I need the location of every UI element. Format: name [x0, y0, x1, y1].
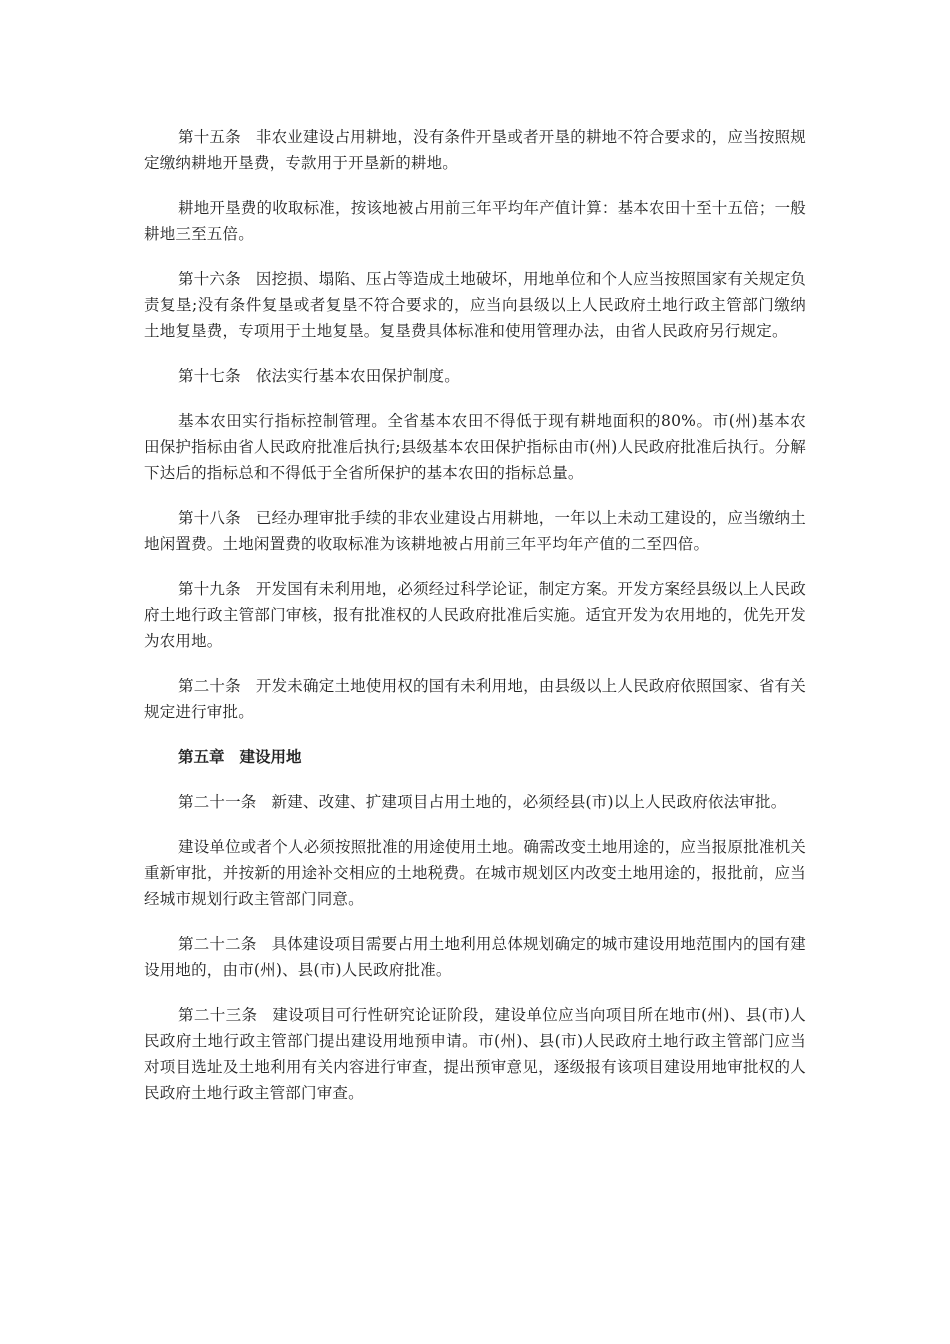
article-number: 第十八条 [178, 509, 241, 527]
article-text: 非农业建设占用耕地，没有条件开垦或者开垦的耕地不符合要求的，应当按照规定缴纳耕地开垦费，专款用于开垦新的耕地。 [144, 128, 806, 172]
paragraph-article-18 [144, 505, 806, 557]
paragraph-article-16 [144, 266, 806, 344]
article-number: 第二十条 [178, 677, 241, 695]
article-text: 依法实行基本农田保护制度。 [255, 367, 460, 385]
paragraph-article-20 [144, 673, 806, 725]
article-number: 第二十二条 [178, 935, 257, 953]
paragraph-article-19 [144, 576, 806, 654]
article-text: 开发国有未利用地，必须经过科学论证，制定方案。开发方案经县级以上人民政府土地行政主管部门审核，报有批准权的人民政府批准后实施。适宜开发为农用地的，优先开发为农用地。 [144, 580, 806, 650]
article-text: 建设项目可行性研究论证阶段，建设单位应当向项目所在地市(州)、县(市)人民政府土地行政主管部门提出建设用地预申请。市(州)、县(市)人民政府土地行政主管部门应当对项目选址及土地利用有关内容进行审查，提出预审意见，逐级报有该项目建设用地审批权的人民政府土地行政主管部门审查。 [144, 1006, 806, 1102]
paragraph-article-17 [144, 363, 806, 389]
paragraph-article-21 [144, 789, 806, 815]
paragraph-land-use-change [144, 834, 806, 912]
article-number: 第二十一条 [178, 793, 257, 811]
article-number: 第十五条 [178, 128, 241, 146]
paragraph-text: 建设单位或者个人必须按照批准的用途使用土地。确需改变土地用途的，应当报原批准机关重新审批，并按新的用途补交相应的土地税费。在城市规划区内改变土地用途的，报批前，应当经城市规划行政主管部门同意。 [144, 838, 807, 908]
paragraph-reclamation-fee-standard [144, 195, 806, 247]
article-text: 已经办理审批手续的非农业建设占用耕地，一年以上未动工建设的，应当缴纳土地闲置费。土地闲置费的收取标准为该耕地被占用前三年平均年产值的二至四倍。 [144, 509, 806, 553]
article-number: 第十九条 [178, 580, 241, 598]
chapter-number: 第五章 [178, 748, 225, 766]
article-text: 新建、改建、扩建项目占用土地的，必须经县(市)以上人民政府依法审批。 [271, 793, 787, 811]
article-text: 开发未确定土地使用权的国有未利用地，由县级以上人民政府依照国家、省有关规定进行审批。 [144, 677, 806, 721]
chapter-title: 建设用地 [239, 748, 302, 766]
article-number: 第二十三条 [178, 1006, 258, 1024]
article-number: 第十六条 [178, 270, 241, 288]
paragraph-article-23 [144, 1002, 806, 1106]
paragraph-text: 基本农田实行指标控制管理。全省基本农田不得低于现有耕地面积的80%。市(州)基本农田保护指标由省人民政府批准后执行;县级基本农田保护指标由市(州)人民政府批准后执行。分解下达后的指标总和不得低于全省所保护的基本农田的指标总量。 [144, 412, 806, 482]
article-number: 第十七条 [178, 367, 241, 385]
chapter-heading [144, 744, 806, 770]
paragraph-article-15 [144, 124, 806, 176]
paragraph-farmland-quota [144, 408, 806, 486]
article-text: 因挖损、塌陷、压占等造成土地破坏，用地单位和个人应当按照国家有关规定负责复垦;没有条件复垦或者复垦不符合要求的，应当向县级以上人民政府土地行政主管部门缴纳土地复垦费，专项用于土地复垦。复垦费具体标准和使用管理办法，由省人民政府另行规定。 [144, 270, 806, 340]
paragraph-text: 耕地开垦费的收取标准，按该地被占用前三年平均年产值计算：基本农田十至十五倍；一般耕地三至五倍。 [144, 199, 807, 243]
document-body [144, 124, 806, 1125]
paragraph-article-22 [144, 931, 806, 983]
article-text: 具体建设项目需要占用土地利用总体规划确定的城市建设用地范围内的国有建设用地的，由市(州)、县(市)人民政府批准。 [144, 935, 806, 979]
